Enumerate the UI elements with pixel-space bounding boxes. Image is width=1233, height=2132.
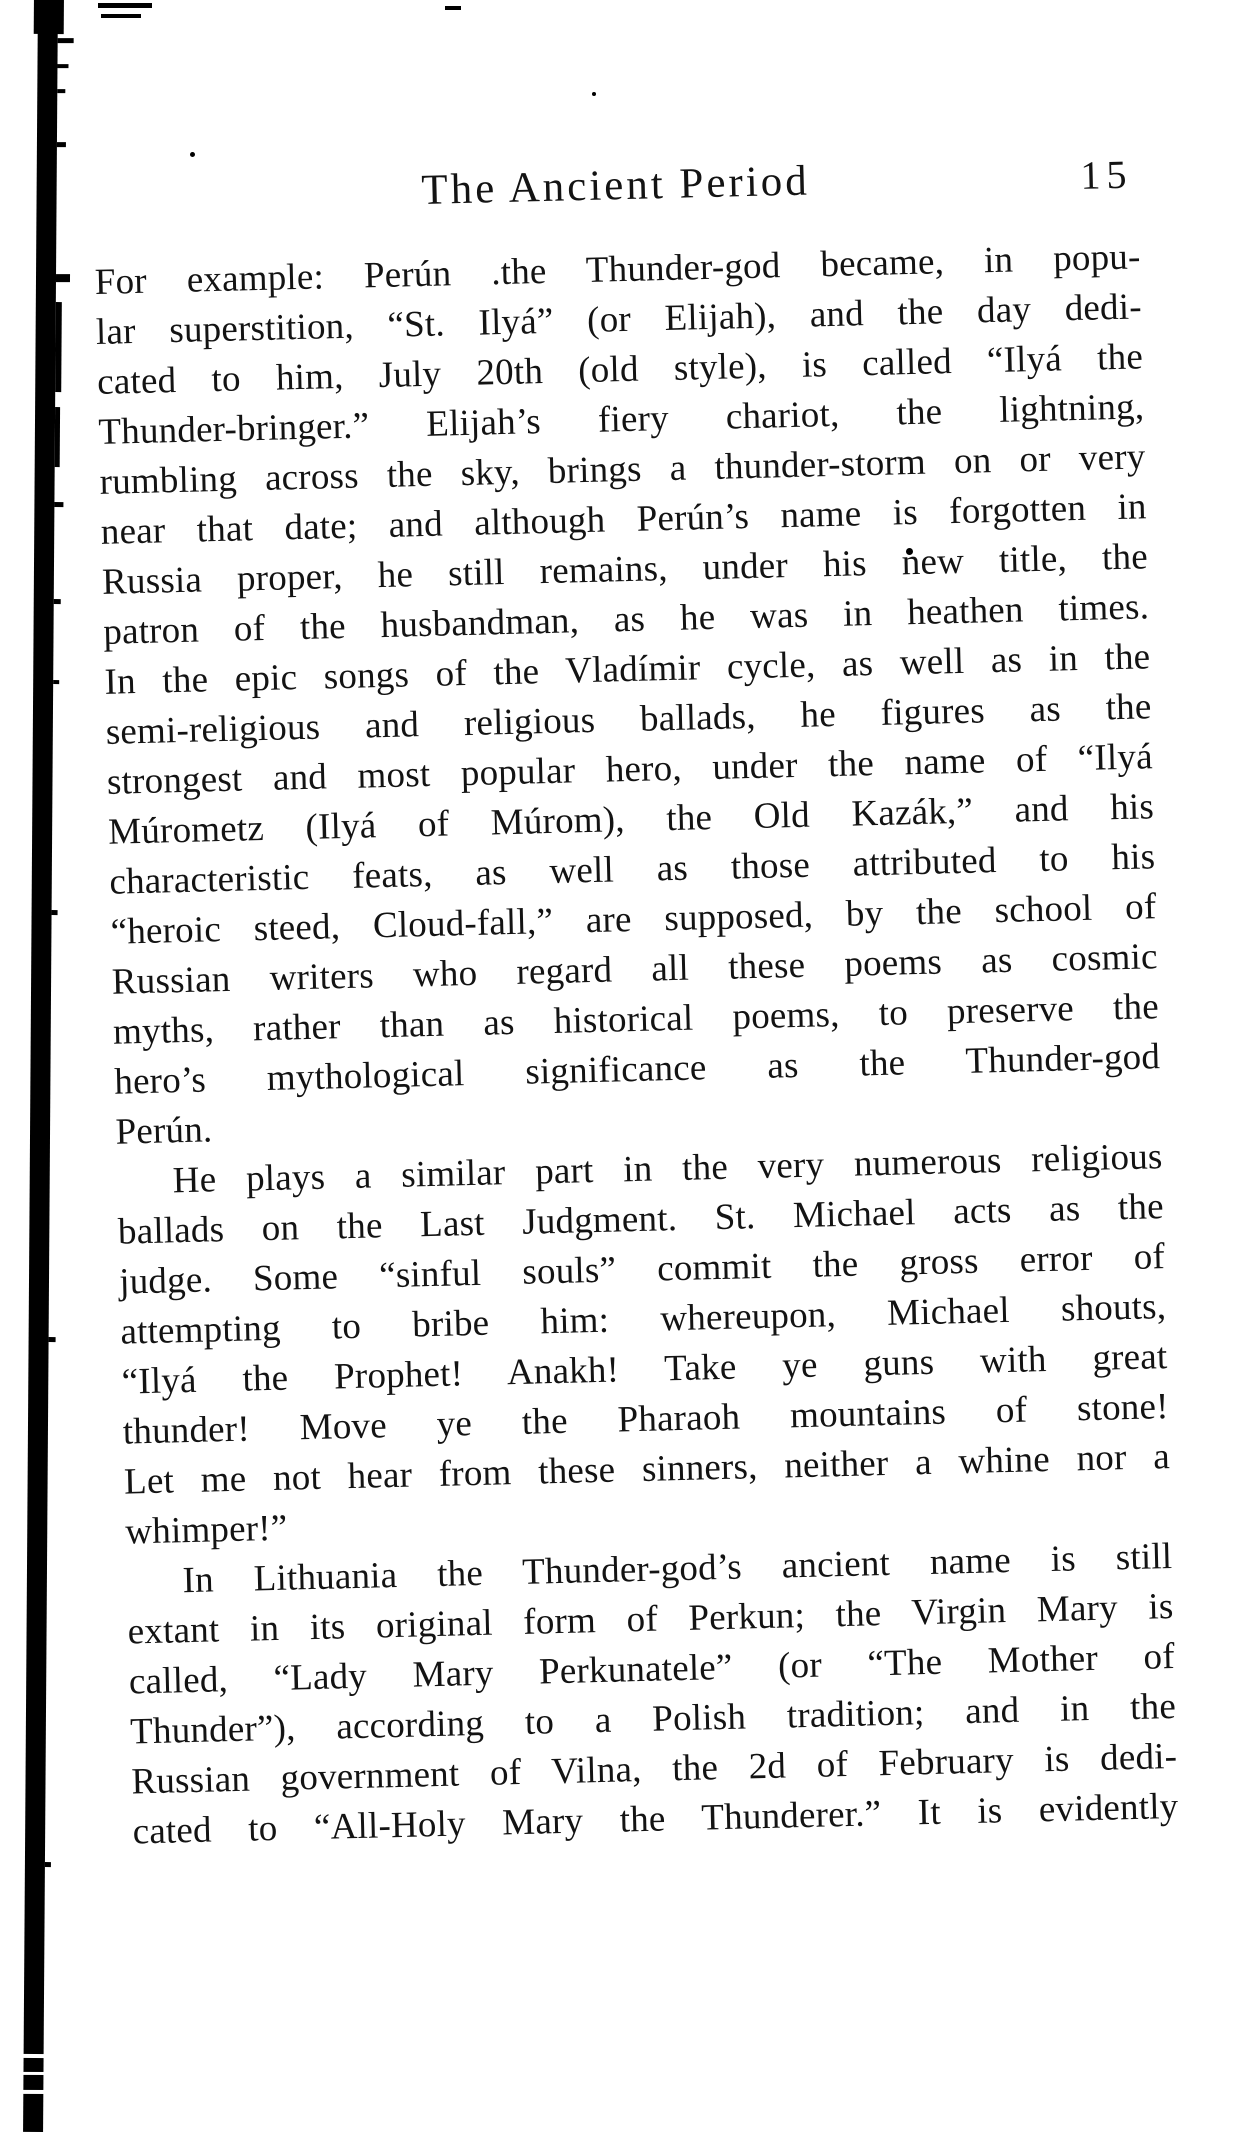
- text-line: lar superstition, “St. Ilyá” (or Elijah), and the day dedi-: [95, 286, 1143, 353]
- page-number: 15: [1079, 151, 1134, 198]
- scan-mark: [98, 3, 152, 8]
- text-line: called, “Lady Mary Perkunatele” (or “The Mother of: [128, 1635, 1176, 1703]
- text-line: “heroic steed, Cloud-fall,” are supposed, by the school of: [110, 886, 1157, 953]
- text-line: whimper!”: [124, 1507, 288, 1553]
- scan-speck: [190, 152, 195, 157]
- scan-tick: [57, 64, 68, 68]
- text-line: judge. Some “sinful souls” commit the gross error of: [118, 1236, 1166, 1303]
- book-page: [92, 142, 1179, 1857]
- text-line: hero’s mythological significance as the Thunder-god: [113, 1036, 1161, 1103]
- scan-tick: [55, 302, 62, 392]
- scan-gap: [17, 2090, 49, 2094]
- text-line: Thunder-bringer.” Elijah’s fiery chariot, the lightning,: [97, 386, 1145, 453]
- text-line: Russian writers who regard all these poems as cosmic: [111, 936, 1159, 1003]
- scan-mark: [445, 6, 461, 10]
- text-line: He plays a similar part in the very numerous religious: [172, 1136, 1163, 1202]
- text-line: Múrometz (Ilyá of Múrom), the Old Kazák,” and his: [107, 786, 1155, 853]
- text-line: thunder! Move ye the Pharaoh mountains of stone!: [122, 1386, 1170, 1453]
- scan-tick: [57, 89, 65, 93]
- scan-speck: [592, 92, 596, 96]
- body-text: [94, 232, 1179, 1857]
- binding-cap: [34, 0, 64, 34]
- text-line: ballads on the Last Judgment. St. Michael acts as the: [117, 1186, 1165, 1253]
- text-line: characteristic feats, as well as those attributed to his: [108, 836, 1156, 903]
- text-line: extant in its original form of Perkun; the Virgin Mary is: [127, 1586, 1174, 1653]
- scan-tick: [45, 1862, 51, 1867]
- text-line: For example: Perún .the Thunder-god became, in popu-: [94, 236, 1141, 303]
- scan-tick: [54, 599, 61, 604]
- text-line: rumbling across the sky, brings a thunder-storm on or very: [99, 436, 1146, 503]
- text-line: semi-religious and religious ballads, he figures as the: [105, 686, 1152, 753]
- scan-tick: [49, 1337, 56, 1342]
- text-line: Russian government of Vilna, the 2d of February is dedi-: [130, 1735, 1178, 1803]
- scan-gap: [18, 2054, 52, 2058]
- text-line: myths, rather than as historical poems, to preserve the: [112, 986, 1160, 1053]
- text-line: Thunder”), according to a Polish tradition; and in the: [129, 1685, 1177, 1753]
- text-line: “Ilyá the Prophet! Anakh! Take ye guns with great: [121, 1336, 1168, 1403]
- text-line: near that date; and although Perún’s name is forgotten in: [100, 486, 1148, 553]
- scan-tick: [55, 407, 60, 467]
- scan-tick: [54, 502, 63, 507]
- page-title: The Ancient Period: [420, 157, 811, 214]
- text-line: Let me not hear from these sinners, neither a whine nor a: [123, 1436, 1171, 1503]
- text-line: attempting to bribe him: whereupon, Michael shouts,: [119, 1286, 1167, 1353]
- binding-shadow: [23, 0, 58, 2132]
- scan-tick: [56, 274, 70, 282]
- text-line: strongest and most popular hero, under the name of “Ilyá: [106, 736, 1154, 803]
- running-header: [92, 142, 1139, 232]
- scan-mark: [101, 14, 141, 18]
- scan-tick: [53, 680, 59, 684]
- text-line: Perún.: [115, 1109, 213, 1153]
- text-line: Russia proper, he still remains, under his new title, the: [101, 536, 1149, 603]
- text-line: cated to “All-Holy Mary the Thunderer.” It is evidently: [132, 1785, 1179, 1853]
- scan-tick: [57, 142, 66, 147]
- text-line: In the epic songs of the Vladímir cycle, as well as in the: [104, 636, 1151, 703]
- text-line: patron of the husbandman, as he was in heathen times.: [102, 586, 1150, 653]
- text-line: In Lithuania the Thunder-god’s ancient name is still: [182, 1536, 1173, 1602]
- scan-gap: [17, 2072, 47, 2075]
- scan-tick: [52, 910, 58, 915]
- scan-tick: [58, 38, 74, 43]
- text-line: cated to him, July 20th (old style), is called “Ilyá the: [96, 336, 1144, 403]
